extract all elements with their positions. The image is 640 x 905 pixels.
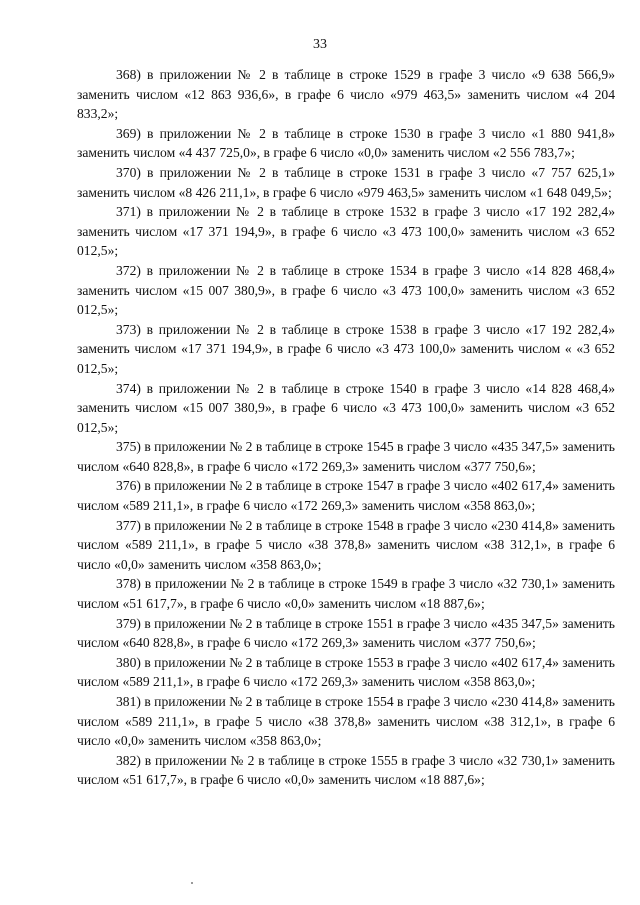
- paragraph-text: в приложении № 2 в таблице в строке 1540 в графе 3 число «14 828 468,4» заменить числом «15 007 380,9», в графе 6 число «3 473 100,0» заменить числом «3 652 012,5»;: [77, 380, 615, 435]
- document-body: [77, 65, 615, 790]
- paragraph-text: в приложении № 2 в таблице в строке 1553 в графе 3 число «402 617,4» заменить числом «589 211,1», в графе 6 число «172 269,3» заменить числом «358 863,0»;: [77, 654, 616, 690]
- paragraph-372: [77, 261, 615, 320]
- paragraph-text: в приложении № 2 в таблице в строке 1547 в графе 3 число «402 617,4» заменить числом «589 211,1», в графе 6 число «172 269,3» заменить числом «358 863,0»;: [77, 478, 616, 514]
- paragraph-376: [77, 476, 615, 515]
- paragraph-382: [77, 751, 615, 790]
- page-number: 33: [313, 37, 327, 52]
- paragraph-379: [77, 614, 615, 653]
- paragraph-text: в приложении № 2 в таблице в строке 1555 в графе 3 число «32 730,1» заменить числом «51 617,7», в графе 6 число «0,0» заменить числом «18 887,6»;: [77, 752, 615, 788]
- paragraph-text: в приложении № 2 в таблице в строке 1532 в графе 3 число «17 192 282,4» заменить числом «17 371 194,9», в графе 6 число «3 473 100,0» заменить числом «3 652 012,5»;: [77, 204, 615, 259]
- paragraph-number: 372): [116, 262, 141, 278]
- paragraph-380: [77, 653, 615, 692]
- paragraph-number: 380): [116, 654, 141, 670]
- paragraph-number: 377): [116, 517, 141, 533]
- paragraph-number: 379): [116, 615, 141, 631]
- paragraph-374: [77, 379, 615, 438]
- paragraph-number: 368): [116, 67, 141, 82]
- paragraph-number: 378): [116, 576, 141, 592]
- paragraph-370: [77, 163, 615, 202]
- paragraph-373: [77, 320, 615, 379]
- paragraph-371: [77, 202, 615, 261]
- paragraph-381: [77, 692, 615, 751]
- paragraph-number: 376): [116, 478, 141, 494]
- paragraph-text: в приложении № 2 в таблице в строке 1551 в графе 3 число «435 347,5» заменить числом «640 828,8», в графе 6 число «172 269,3» заменить числом «377 750,6»;: [77, 615, 616, 651]
- paragraph-text: в приложении № 2 в таблице в строке 1534 в графе 3 число «14 828 468,4» заменить числом «15 007 380,9», в графе 6 число «3 473 100,0» заменить числом «3 652 012,5»;: [77, 262, 615, 318]
- paragraph-text: в приложении № 2 в таблице в строке 1530 в графе 3 число «1 880 941,8» заменить числом «4 437 725,0», в графе 6 число «0,0» заменить числом «2 556 783,7»;: [77, 125, 615, 161]
- paragraph-text: в приложении № 2 в таблице в строке 1531 в графе 3 число «7 757 625,1» заменить числом «8 426 211,1», в графе 6 число «979 463,5» заменить числом «1 648 049,5»;: [77, 164, 615, 200]
- paragraph-number: 370): [116, 164, 141, 180]
- paragraph-375: [77, 437, 615, 476]
- paragraph-text: в приложении № 2 в таблице в строке 1545 в графе 3 число «435 347,5» заменить числом «640 828,8», в графе 6 число «172 269,3» заменить числом «377 750,6»;: [77, 439, 616, 474]
- paragraph-number: 371): [116, 204, 141, 220]
- paragraph-369: [77, 124, 615, 163]
- paragraph-text: в приложении № 2 в таблице в строке 1554 в графе 3 число «230 414,8» заменить числом «589 211,1», в графе 5 число «38 378,8» заменить числом «38 312,1», в графе 6 число «0,0» заменить числом «358 863,0»;: [77, 694, 616, 749]
- paragraph-377: [77, 516, 615, 575]
- paragraph-number: 375): [116, 439, 141, 455]
- paragraph-text: в приложении № 2 в таблице в строке 1529 в графе 3 число «9 638 566,9» заменить числом «12 863 936,6», в графе 6 число «979 463,5» заменить числом «4 204 833,2»;: [77, 67, 615, 122]
- paragraph-368: [77, 65, 615, 124]
- paragraph-text: в приложении № 2 в таблице в строке 1549 в графе 3 число «32 730,1» заменить числом «51 617,7», в графе 6 число «0,0» заменить числом «18 887,6»;: [77, 576, 615, 612]
- paragraph-number: 382): [116, 752, 141, 768]
- paragraph-number: 369): [116, 125, 141, 141]
- paragraph-number: 373): [116, 321, 141, 337]
- paragraph-number: 381): [116, 694, 141, 709]
- paragraph-number: 374): [116, 380, 141, 396]
- scan-speck: [191, 882, 193, 884]
- paragraph-text: в приложении № 2 в таблице в строке 1538 в графе 3 число «17 192 282,4» заменить числом «17 371 194,9», в графе 6 число «3 473 100,0» заменить числом « «3 652 012,5»;: [77, 321, 615, 376]
- paragraph-text: в приложении № 2 в таблице в строке 1548 в графе 3 число «230 414,8» заменить числом «589 211,1», в графе 5 число «38 378,8» заменить числом «38 312,1», в графе 6 число «0,0» заменить числом «358 863,0»;: [77, 517, 616, 572]
- paragraph-378: [77, 574, 615, 613]
